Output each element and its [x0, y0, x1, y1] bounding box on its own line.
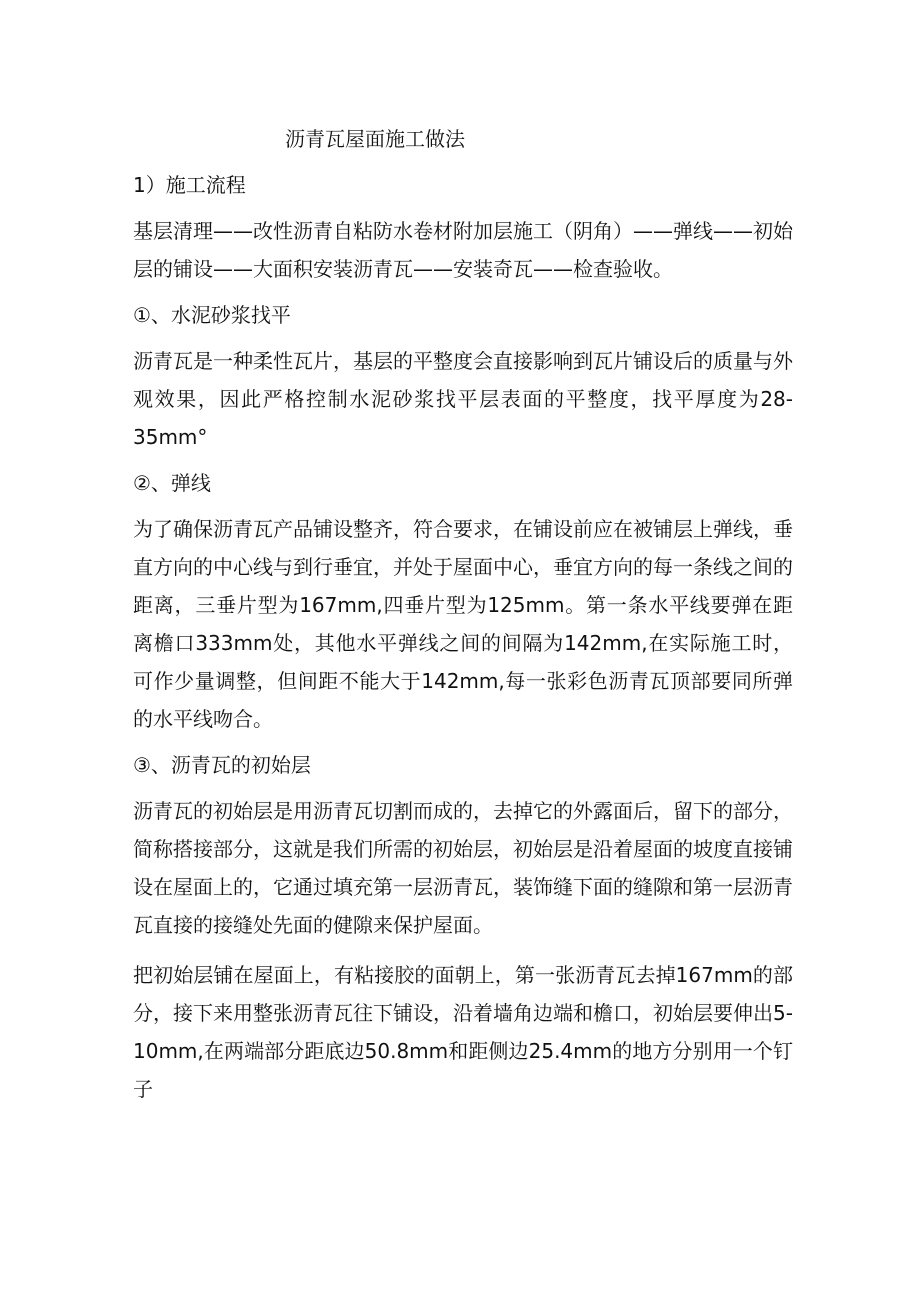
document-title: 沥青瓦屋面施工做法: [285, 127, 465, 151]
starter-course-paragraph-2: 把初始层铺在屋面上，有粘接胶的面朝上，第一张沥青瓦去掉167mm的部分，接下来用整张沥青瓦往下铺设，沿着墙角边端和檐口，初始层要伸出5-10mm,在两端部分距底边50.8mm和距侧边25.4mm的地方分别用一个钉子: [133, 963, 793, 1101]
step-heading-starter-course: ③、沥青瓦的初始层: [133, 753, 311, 777]
step-heading-leveling: ①、水泥砂浆找平: [133, 303, 291, 327]
leveling-paragraph: 沥青瓦是一种柔性瓦片，基层的平整度会直接影响到瓦片铺设后的质量与外观效果，因此严格控制水泥砂浆找平层表面的平整度，找平厚度为28-35mm°: [133, 349, 793, 449]
process-flow-paragraph: 基层清理——改性沥青自粘防水卷材附加层施工（阴角）——弹线——初始层的铺设——大面积安装沥青瓦——安装奇瓦——检查验收。: [133, 219, 793, 281]
snapline-paragraph: 为了确保沥青瓦产品铺设整齐，符合要求，在铺设前应在被铺层上弹线，垂直方向的中心线与到行垂宜，并处于屋面中心，垂宜方向的每一条线之间的距离，三垂片型为167mm,四垂片型为125mm。第一条水平线要弹在距离檐口333mm处，其他水平弹线之间的间隔为142mm,在实际施工时，可作少量调整，但间距不能大于142mm,每一张彩色沥青瓦顶部要同所弹的水平线吻合。: [133, 517, 793, 731]
starter-course-paragraph-1: 沥青瓦的初始层是用沥青瓦切割而成的，去掉它的外露面后，留下的部分，简称搭接部分，这就是我们所需的初始层，初始层是沿着屋面的坡度直接铺设在屋面上的，它通过填充第一层沥青瓦，装饰缝下面的缝隙和第一层沥青瓦直接的接缝处先面的健隙来保护屋面。: [133, 799, 793, 937]
document-body: [133, 166, 793, 1108]
section-heading-process: 1）施工流程: [133, 173, 246, 197]
step-heading-snapline: ②、弹线: [133, 471, 211, 495]
